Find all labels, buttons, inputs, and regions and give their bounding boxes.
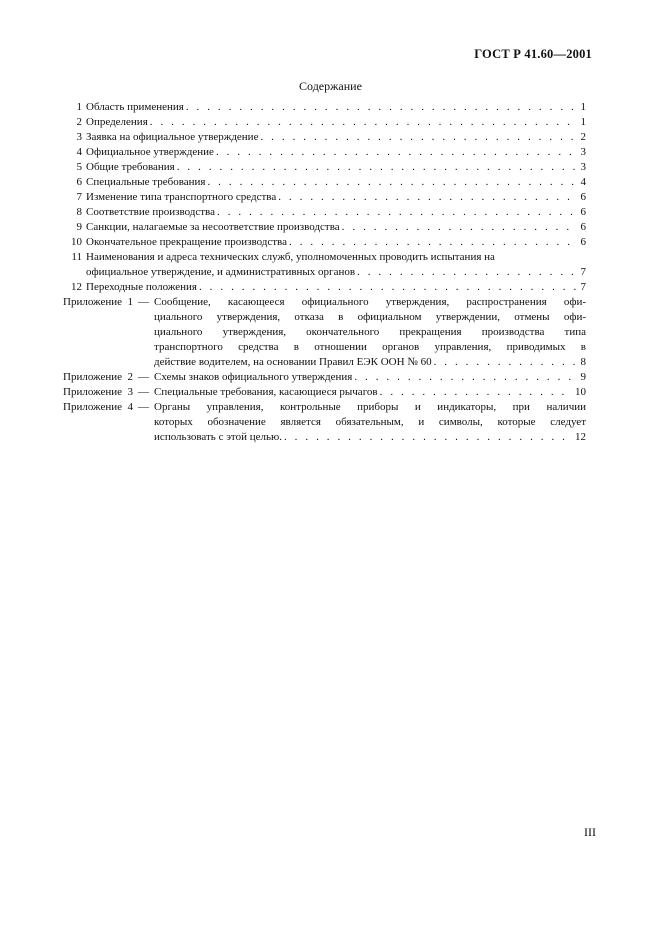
toc-entry-page: 12 [575, 431, 586, 443]
dot-leader [357, 265, 576, 280]
toc-entry-title: Санкции, налагаемые за несоответствие производства [86, 221, 340, 233]
toc-entry-8[interactable] [63, 205, 586, 220]
toc-entry-title: Общие требования [86, 161, 175, 173]
toc-entry-number: 5 [76, 161, 82, 173]
toc-entry-3[interactable] [63, 130, 586, 145]
toc-entry-number: 2 [76, 116, 82, 128]
toc-entry-number: 9 [76, 221, 82, 233]
toc-entry-page: 2 [580, 131, 586, 143]
appendix-label: Приложение 3 [63, 386, 134, 398]
dot-leader [199, 280, 576, 295]
appendix-label: Приложение 2 [63, 371, 134, 383]
toc-entry-page: 3 [580, 146, 586, 158]
dot-leader [207, 175, 576, 190]
toc-entry-page: 4 [580, 176, 586, 188]
toc-entry-2[interactable] [63, 115, 586, 130]
dot-leader [217, 205, 576, 220]
toc-appendix-4[interactable] [63, 400, 586, 445]
toc-entry-12[interactable] [63, 280, 586, 295]
toc-entry-page: 10 [575, 386, 586, 398]
toc-entry-title: Определения [86, 116, 148, 128]
dot-leader [284, 430, 573, 445]
dot-leader [289, 235, 576, 250]
toc-entry-title: Область применения [86, 101, 184, 113]
toc-entry-title-continued: официальное утверждение, и административных органов [86, 266, 356, 278]
table-of-contents [63, 100, 586, 445]
appendix-title-line: циального утверждения, отказа в официальном утверждении, отмены офи- [154, 311, 586, 323]
appendix-dash: — [138, 386, 150, 398]
toc-entry-page: 6 [580, 221, 586, 233]
toc-entry-title: Заявка на официальное утверждение [86, 131, 259, 143]
toc-entry-page: 7 [580, 281, 586, 293]
appendix-title-line: действие водителем, на основании Правил ЕЭК ООН № 60 [154, 356, 432, 368]
appendix-title-line: использовать с этой целью. [154, 431, 282, 443]
toc-entry-6[interactable] [63, 175, 586, 190]
toc-entry-7[interactable] [63, 190, 586, 205]
toc-entry-page: 6 [580, 236, 586, 248]
toc-entry-page: 1 [580, 101, 586, 113]
toc-entry-number: 3 [76, 131, 82, 143]
toc-entry-title: Официальное утверждение [86, 146, 214, 158]
toc-entry-page: 6 [580, 206, 586, 218]
toc-appendix-2[interactable] [63, 370, 586, 385]
toc-entry-number: 1 [76, 101, 82, 113]
toc-entry-5[interactable] [63, 160, 586, 175]
appendix-title-line: Сообщение, касающееся официального утверждения, распространения офи- [154, 296, 586, 308]
dot-leader [342, 220, 576, 235]
dot-leader [186, 100, 576, 115]
appendix-dash: — [138, 371, 150, 383]
toc-entry-number: 4 [76, 146, 82, 158]
toc-entry-title: Наименования и адреса технических служб, уполномоченных проводить испытания на [86, 251, 495, 263]
appendix-label: Приложение 4 [63, 401, 134, 413]
toc-entry-page: 9 [580, 371, 586, 383]
dot-leader [260, 130, 576, 145]
appendix-title-line: циального утверждения, окончательного прекращения производства типа [154, 326, 586, 338]
toc-appendix-1[interactable] [63, 295, 586, 370]
appendix-title-line: Органы управления, контрольные приборы и индикаторы, при наличии [154, 401, 586, 413]
dot-leader [380, 385, 573, 400]
toc-entry-number: 10 [71, 236, 82, 248]
appendix-title-line: транспортного средства в отношении органов управления, приводимых в [154, 341, 586, 353]
toc-entry-page: 7 [580, 266, 586, 278]
toc-entry-number: 8 [76, 206, 82, 218]
toc-entry-title: Соответствие производства [86, 206, 215, 218]
toc-entry-page: 3 [580, 161, 586, 173]
appendix-title-line: Специальные требования, касающиеся рычагов [154, 386, 378, 398]
toc-entry-11[interactable] [63, 250, 586, 280]
toc-entry-4[interactable] [63, 145, 586, 160]
appendix-dash: — [138, 296, 150, 308]
toc-entry-page: 8 [580, 356, 586, 368]
dot-leader [354, 370, 576, 385]
dot-leader [216, 145, 576, 160]
toc-entry-number: 11 [71, 251, 82, 263]
toc-entry-9[interactable] [63, 220, 586, 235]
toc-entry-number: 6 [76, 176, 82, 188]
toc-entry-title: Переходные положения [86, 281, 197, 293]
toc-entry-10[interactable] [63, 235, 586, 250]
dot-leader [278, 190, 576, 205]
dot-leader [434, 355, 576, 370]
toc-title: Содержание [299, 79, 362, 93]
dot-leader [150, 115, 576, 130]
toc-entry-page: 6 [580, 191, 586, 203]
toc-appendix-3[interactable] [63, 385, 586, 400]
toc-entry-page: 1 [580, 116, 586, 128]
dot-leader [177, 160, 576, 175]
toc-entry-title: Специальные требования [86, 176, 206, 188]
standard-code: ГОСТ Р 41.60—2001 [474, 47, 592, 61]
toc-entry-number: 7 [76, 191, 82, 203]
appendix-dash: — [138, 401, 150, 413]
appendix-label: Приложение 1 [63, 296, 134, 308]
toc-entry-title: Изменение типа транспортного средства [86, 191, 277, 203]
toc-entry-title: Окончательное прекращение производства [86, 236, 287, 248]
page-number: III [584, 825, 596, 839]
appendix-title-line: которых обозначение является обязательным, и символы, которые следует [154, 416, 586, 428]
toc-entry-number: 12 [71, 281, 82, 293]
appendix-title-line: Схемы знаков официального утверждения [154, 371, 353, 383]
toc-entry-1[interactable] [63, 100, 586, 115]
